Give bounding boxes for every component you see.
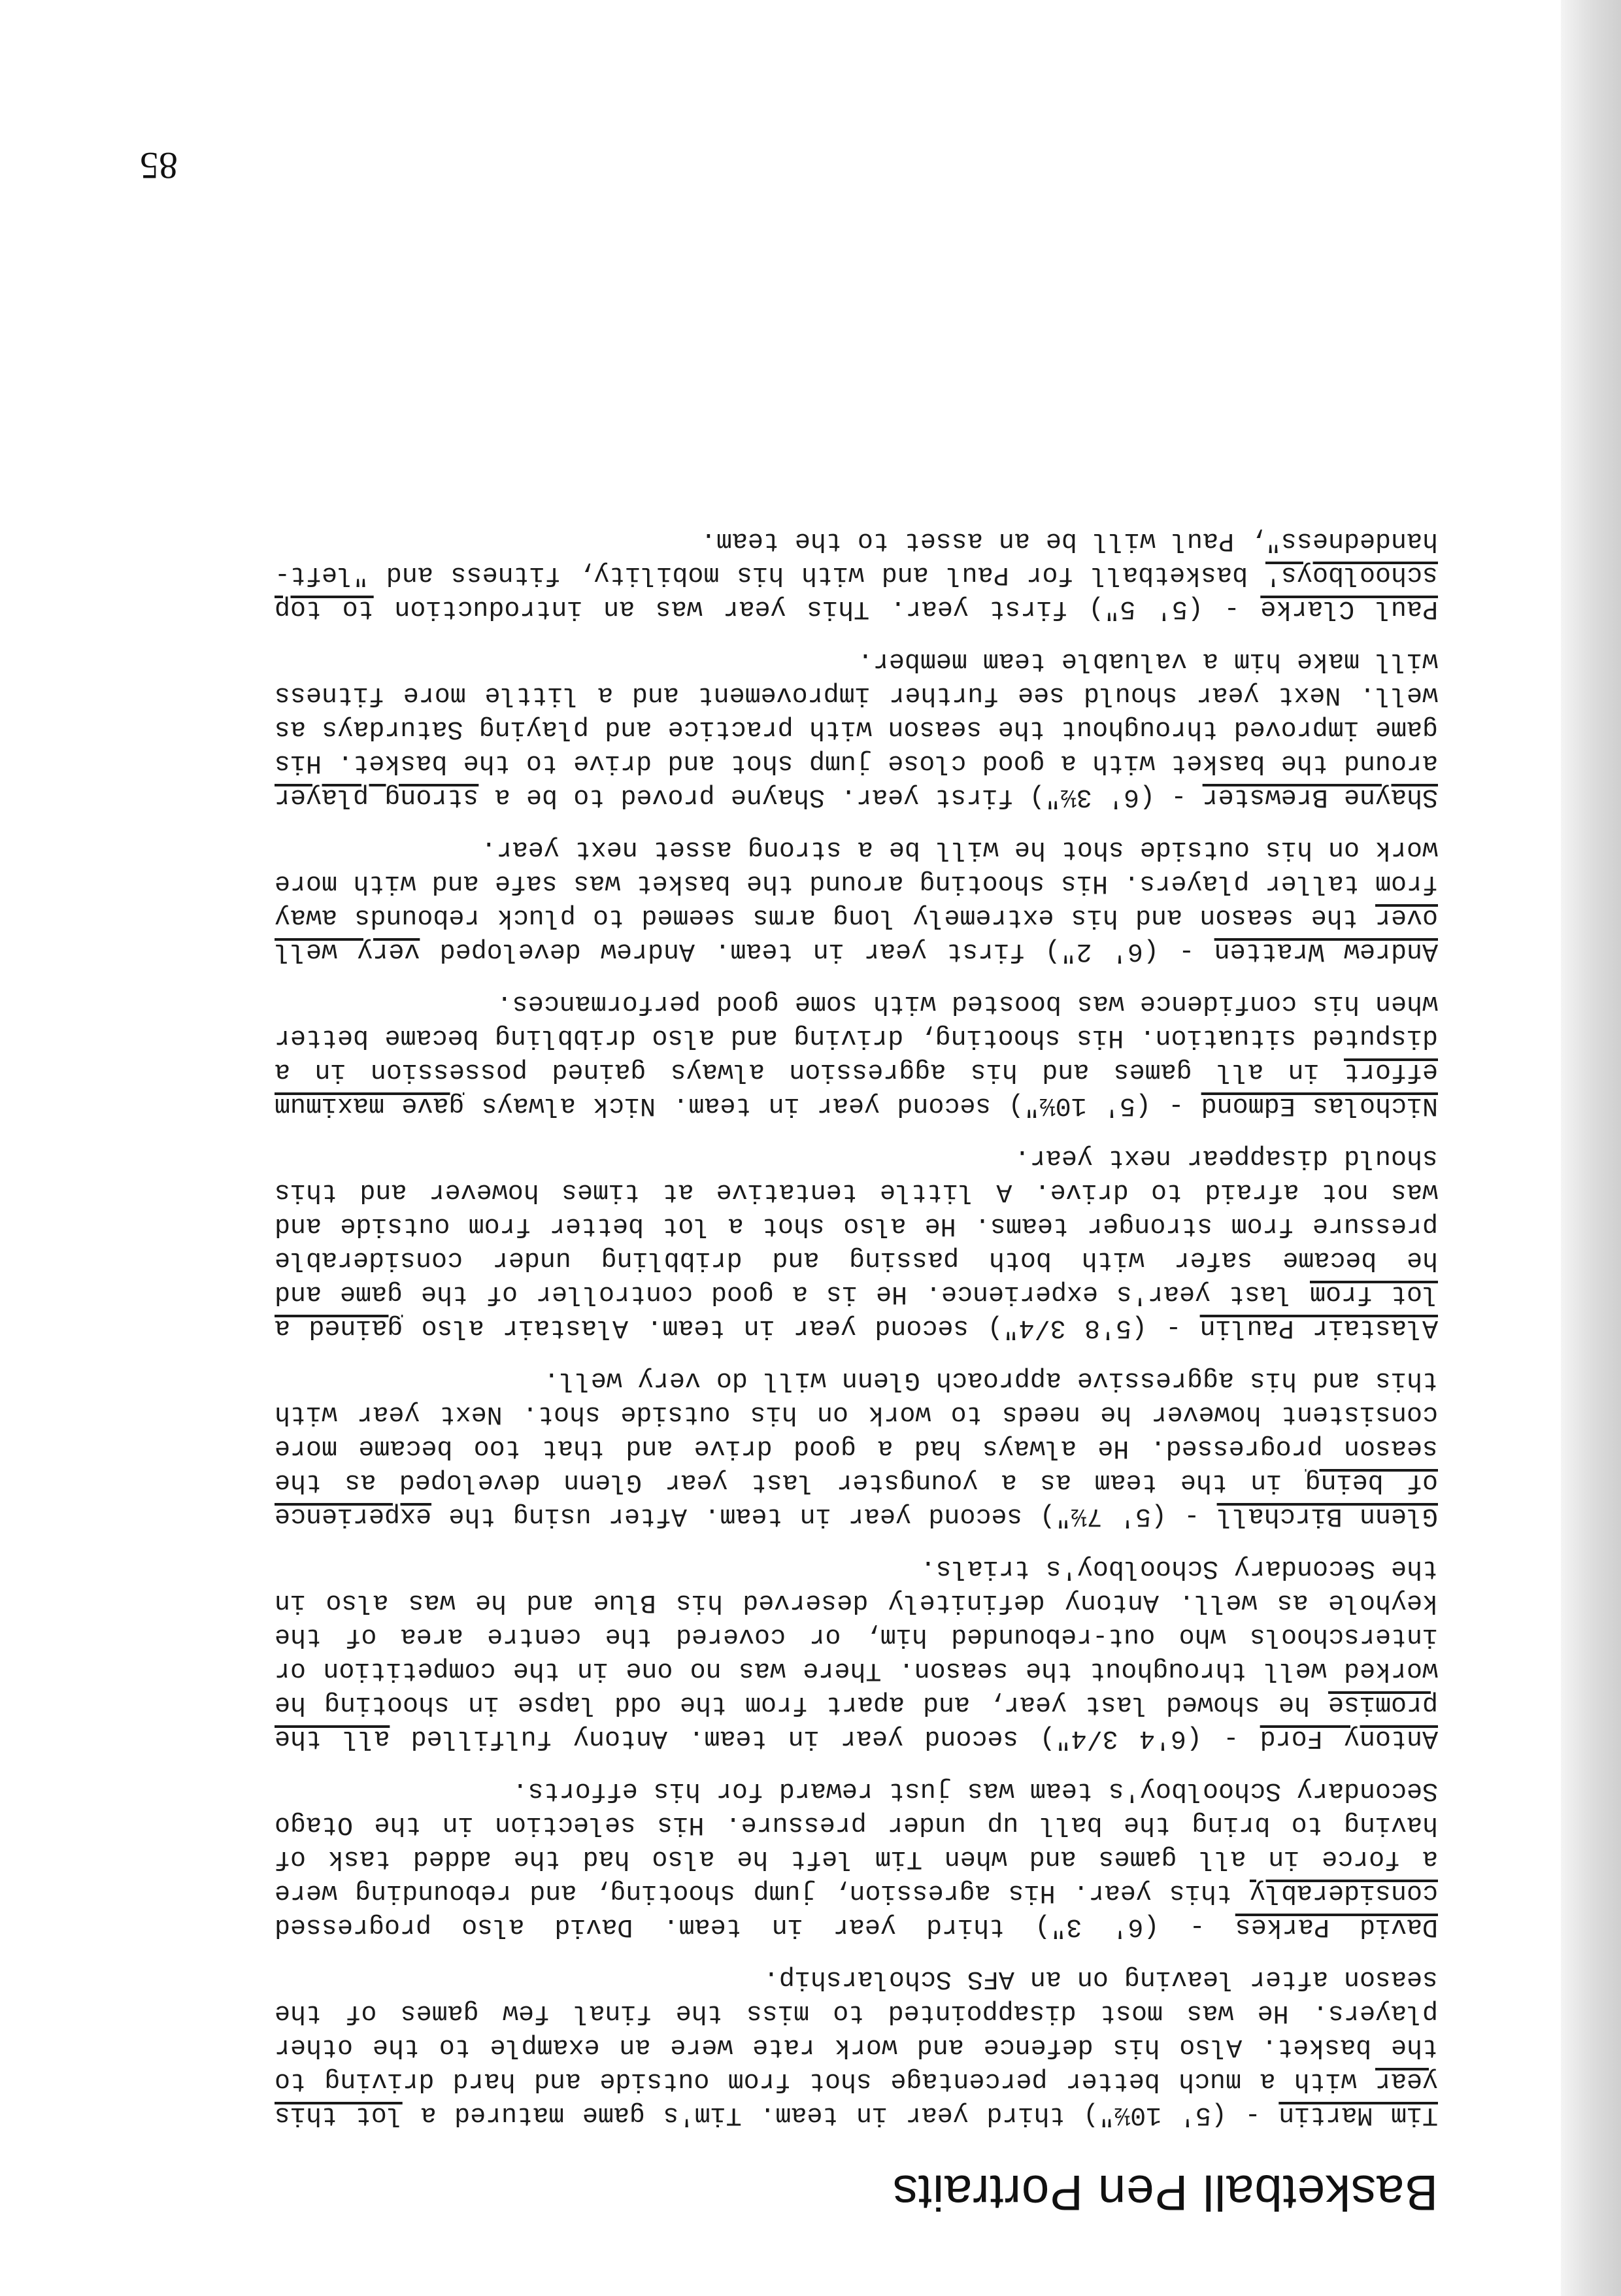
portrait-lead: very well over bbox=[275, 902, 1438, 966]
player-name: Tim Martin bbox=[1278, 2100, 1438, 2129]
player-name: Antony Ford bbox=[1260, 1723, 1438, 1753]
portrait-lead: to top schoolboys' bbox=[274, 560, 1438, 623]
player-name: Shayne Brewster bbox=[1202, 782, 1438, 811]
player-details: - (5' 10½") third year in team. Tim's game matured a bbox=[420, 2100, 1279, 2129]
portrait-lead: experience of being bbox=[275, 1467, 1438, 1530]
player-name: Alastair Paulin bbox=[1199, 1313, 1438, 1342]
portrait-body: with a much better percentage shot from outside and hard driving to the basket. Also his defence and work rate were an example to the other players. He was most disappointed to miss the final few games of the season after leaving on an AFS Scholarship. bbox=[275, 1964, 1438, 2095]
player-details: - (6' 3½") first year. Shayne proved to be a bbox=[494, 782, 1203, 811]
portrait-body: last year's experience. He is a good controller of the game and he became safer with both passing and dribbling under considerable pressure from stronger teams. He also shot a lot better from outside and was not afraid to drive. A little tentative at times however and this should disappear next year. bbox=[274, 1143, 1438, 1308]
portrait-body: the season and his extremely long arms seemed to pluck rebounds away from taller players. His shooting around the basket was safe and with more work on his outside shot he will be a strong asset next year. bbox=[275, 834, 1438, 932]
portrait-antony-ford bbox=[275, 1551, 1438, 1755]
portrait-lead: gained a lot from bbox=[275, 1279, 1438, 1342]
player-details: - (5'8 3/4") second year in team. Alastair also bbox=[421, 1313, 1200, 1342]
portrait-lead: strong player bbox=[275, 782, 479, 811]
portrait-glenn-birchall bbox=[275, 1362, 1438, 1532]
player-details: - (6' 2") first year in team. Andrew developed bbox=[439, 936, 1214, 966]
player-details: - (6' 3") third year in team. David also progressed bbox=[274, 1912, 1235, 1941]
player-details: - (6'4 3/4") second year in team. Antony fulfilled bbox=[410, 1723, 1260, 1753]
portrait-body: he showed last year, and apart from the odd lapse in shooting he worked well throughout the season. There was no one in the competition or interschools who out-rebounded him, or covered the centre area of the keyhole as well. Antony definitely deserved his Blue and he was also in the Secondary Schoolboy's trials. bbox=[275, 1553, 1438, 1719]
player-name: Glenn Birchall bbox=[1216, 1501, 1438, 1530]
portrait-alastair-paulin bbox=[275, 1140, 1438, 1344]
player-name: Paul Clarke bbox=[1260, 594, 1438, 623]
player-details: - (5' 7½") second year in team. After using the bbox=[448, 1501, 1217, 1530]
portrait-body: basketball for Paul and with his mobility, fitness and "left-handedness", Paul will be an asset to the team. bbox=[275, 526, 1438, 589]
portrait-david-parkes bbox=[275, 1773, 1438, 1943]
player-name: Nicholas Edmond bbox=[1201, 1090, 1438, 1120]
portrait-paul-clarke bbox=[275, 523, 1438, 625]
portrait-lead: lot this year bbox=[275, 2066, 1438, 2129]
player-name: David Parkes bbox=[1235, 1912, 1438, 1941]
portrait-shayne-brewster bbox=[275, 643, 1438, 813]
portrait-nicholas-edmond bbox=[275, 986, 1438, 1122]
player-name: Andrew Wratten bbox=[1214, 936, 1438, 966]
portrait-body: around the basket with a good close jump shot and drive to the basket. His game improved throughout the season with practice and playing Saturdays as well. Next year should see further improvement and a little more fitness will make him a valuable team member. bbox=[275, 646, 1438, 777]
portrait-tim-martin bbox=[275, 1961, 1438, 2131]
portrait-andrew-wratten bbox=[275, 832, 1438, 968]
player-details: - (5' 5") first year. This year was an introduction bbox=[394, 594, 1261, 623]
page-number: 85 bbox=[140, 144, 178, 187]
player-details: - (5' 10½") second year in team. Nick always bbox=[481, 1090, 1201, 1120]
portrait-body: in all games and his aggression always gained possession in a disputed situation. His shooting, driving and also dribbling became better when his confidence was boosted with some good performances. bbox=[275, 988, 1438, 1086]
portrait-lead: all the promise bbox=[275, 1689, 1438, 1753]
portrait-lead: gave maximum effort bbox=[275, 1056, 1438, 1120]
portrait-body: this year. His agression, jump shooting, and rebounding were a force in all games and when Tim left he also had the added task of having to bring the ball up under pressure. His selection in the Otago Secondary Schoolboy's team was just reward for his efforts. bbox=[275, 1776, 1438, 1907]
page-content bbox=[275, 505, 1438, 2221]
portrait-lead: considerably bbox=[1249, 1878, 1438, 1907]
page-title: Basketball Pen Portraits bbox=[892, 2165, 1438, 2220]
portrait-body: in the team as a youngster last year Glenn developed as the season progressed. He always had a good drive and that too became more consistent however he needs to work on his outside shot. Next year with this and his aggressive approach Glenn will do very well. bbox=[274, 1365, 1438, 1496]
